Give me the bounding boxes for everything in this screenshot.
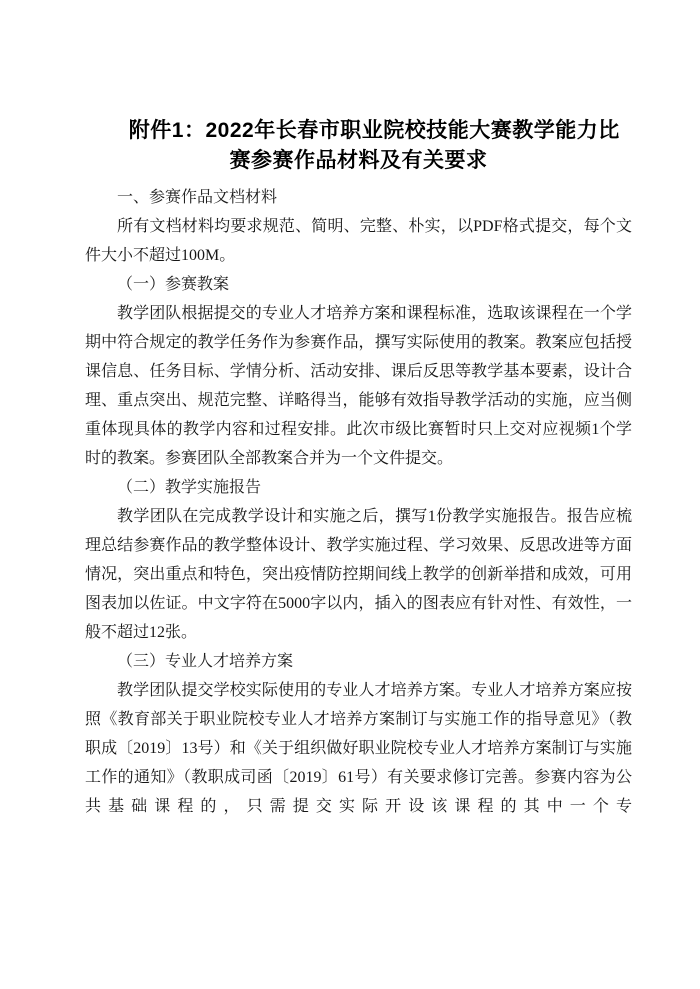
subsection-heading-lesson-plan: （一）参赛教案 (117, 276, 230, 293)
subsection-paragraph-lesson-plan: 教学团队根据提交的专业人才培养方案和课程标准，选取该课程在一个学期中符合规定的教学任务作为参赛作品，撰写实际使用的教案。教案应包括授课信息、任务目标、学情分析、活动安排、课后反思等教学基本要素，设计合理、重点突出、规范完整、详略得当，能够有效指导教学活动的实施，应当侧重体现具体的教学内容和过程安排。此次市级比赛暂时只上交对应视频1个学时的教案。参赛团队全部教案合并为一个文件提交。 (85, 305, 632, 467)
section-heading-documents: 一、参赛作品文档材料 (117, 189, 278, 206)
subsection-paragraph-talent-training-plan: 教学团队提交学校实际使用的专业人才培养方案。专业人才培养方案应按照《教育部关于职业院校专业人才培养方案制订与实施工作的指导意见》（教职成〔2019〕13号）和《关于组织做好职业院校专业人才培养方案制订与实施工作的通知》（教职成司函〔2019〕61号）有关要求修订完善。参赛内容为公共基础课程的，只需提交实际开设该课程的其中一个专 (85, 682, 632, 815)
document-title-line-1: 附件1：2022年长春市职业院校技能大赛教学能力比 (128, 119, 620, 142)
document-title-line-2: 赛参赛作品材料及有关要求 (229, 149, 488, 172)
document-title (85, 116, 632, 176)
subsection-paragraph-implementation-report: 教学团队在完成教学设计和实施之后，撰写1份教学实施报告。报告应梳理总结参赛作品的教学整体设计、教学实施过程、学习效果、反思改进等方面情况，突出重点和特色，突出疫情防控期间线上教学的创新举措和成效，可用图表加以佐证。中文字符在5000字以内，插入的图表应有针对性、有效性，一般不超过12张。 (85, 508, 632, 641)
subsection-heading-implementation-report: （二）教学实施报告 (117, 479, 262, 496)
intro-paragraph: 所有文档材料均要求规范、简明、完整、朴实，以PDF格式提交，每个文件大小不超过100M。 (85, 218, 632, 264)
subsection-heading-talent-training-plan: （三）专业人才培养方案 (117, 653, 294, 670)
